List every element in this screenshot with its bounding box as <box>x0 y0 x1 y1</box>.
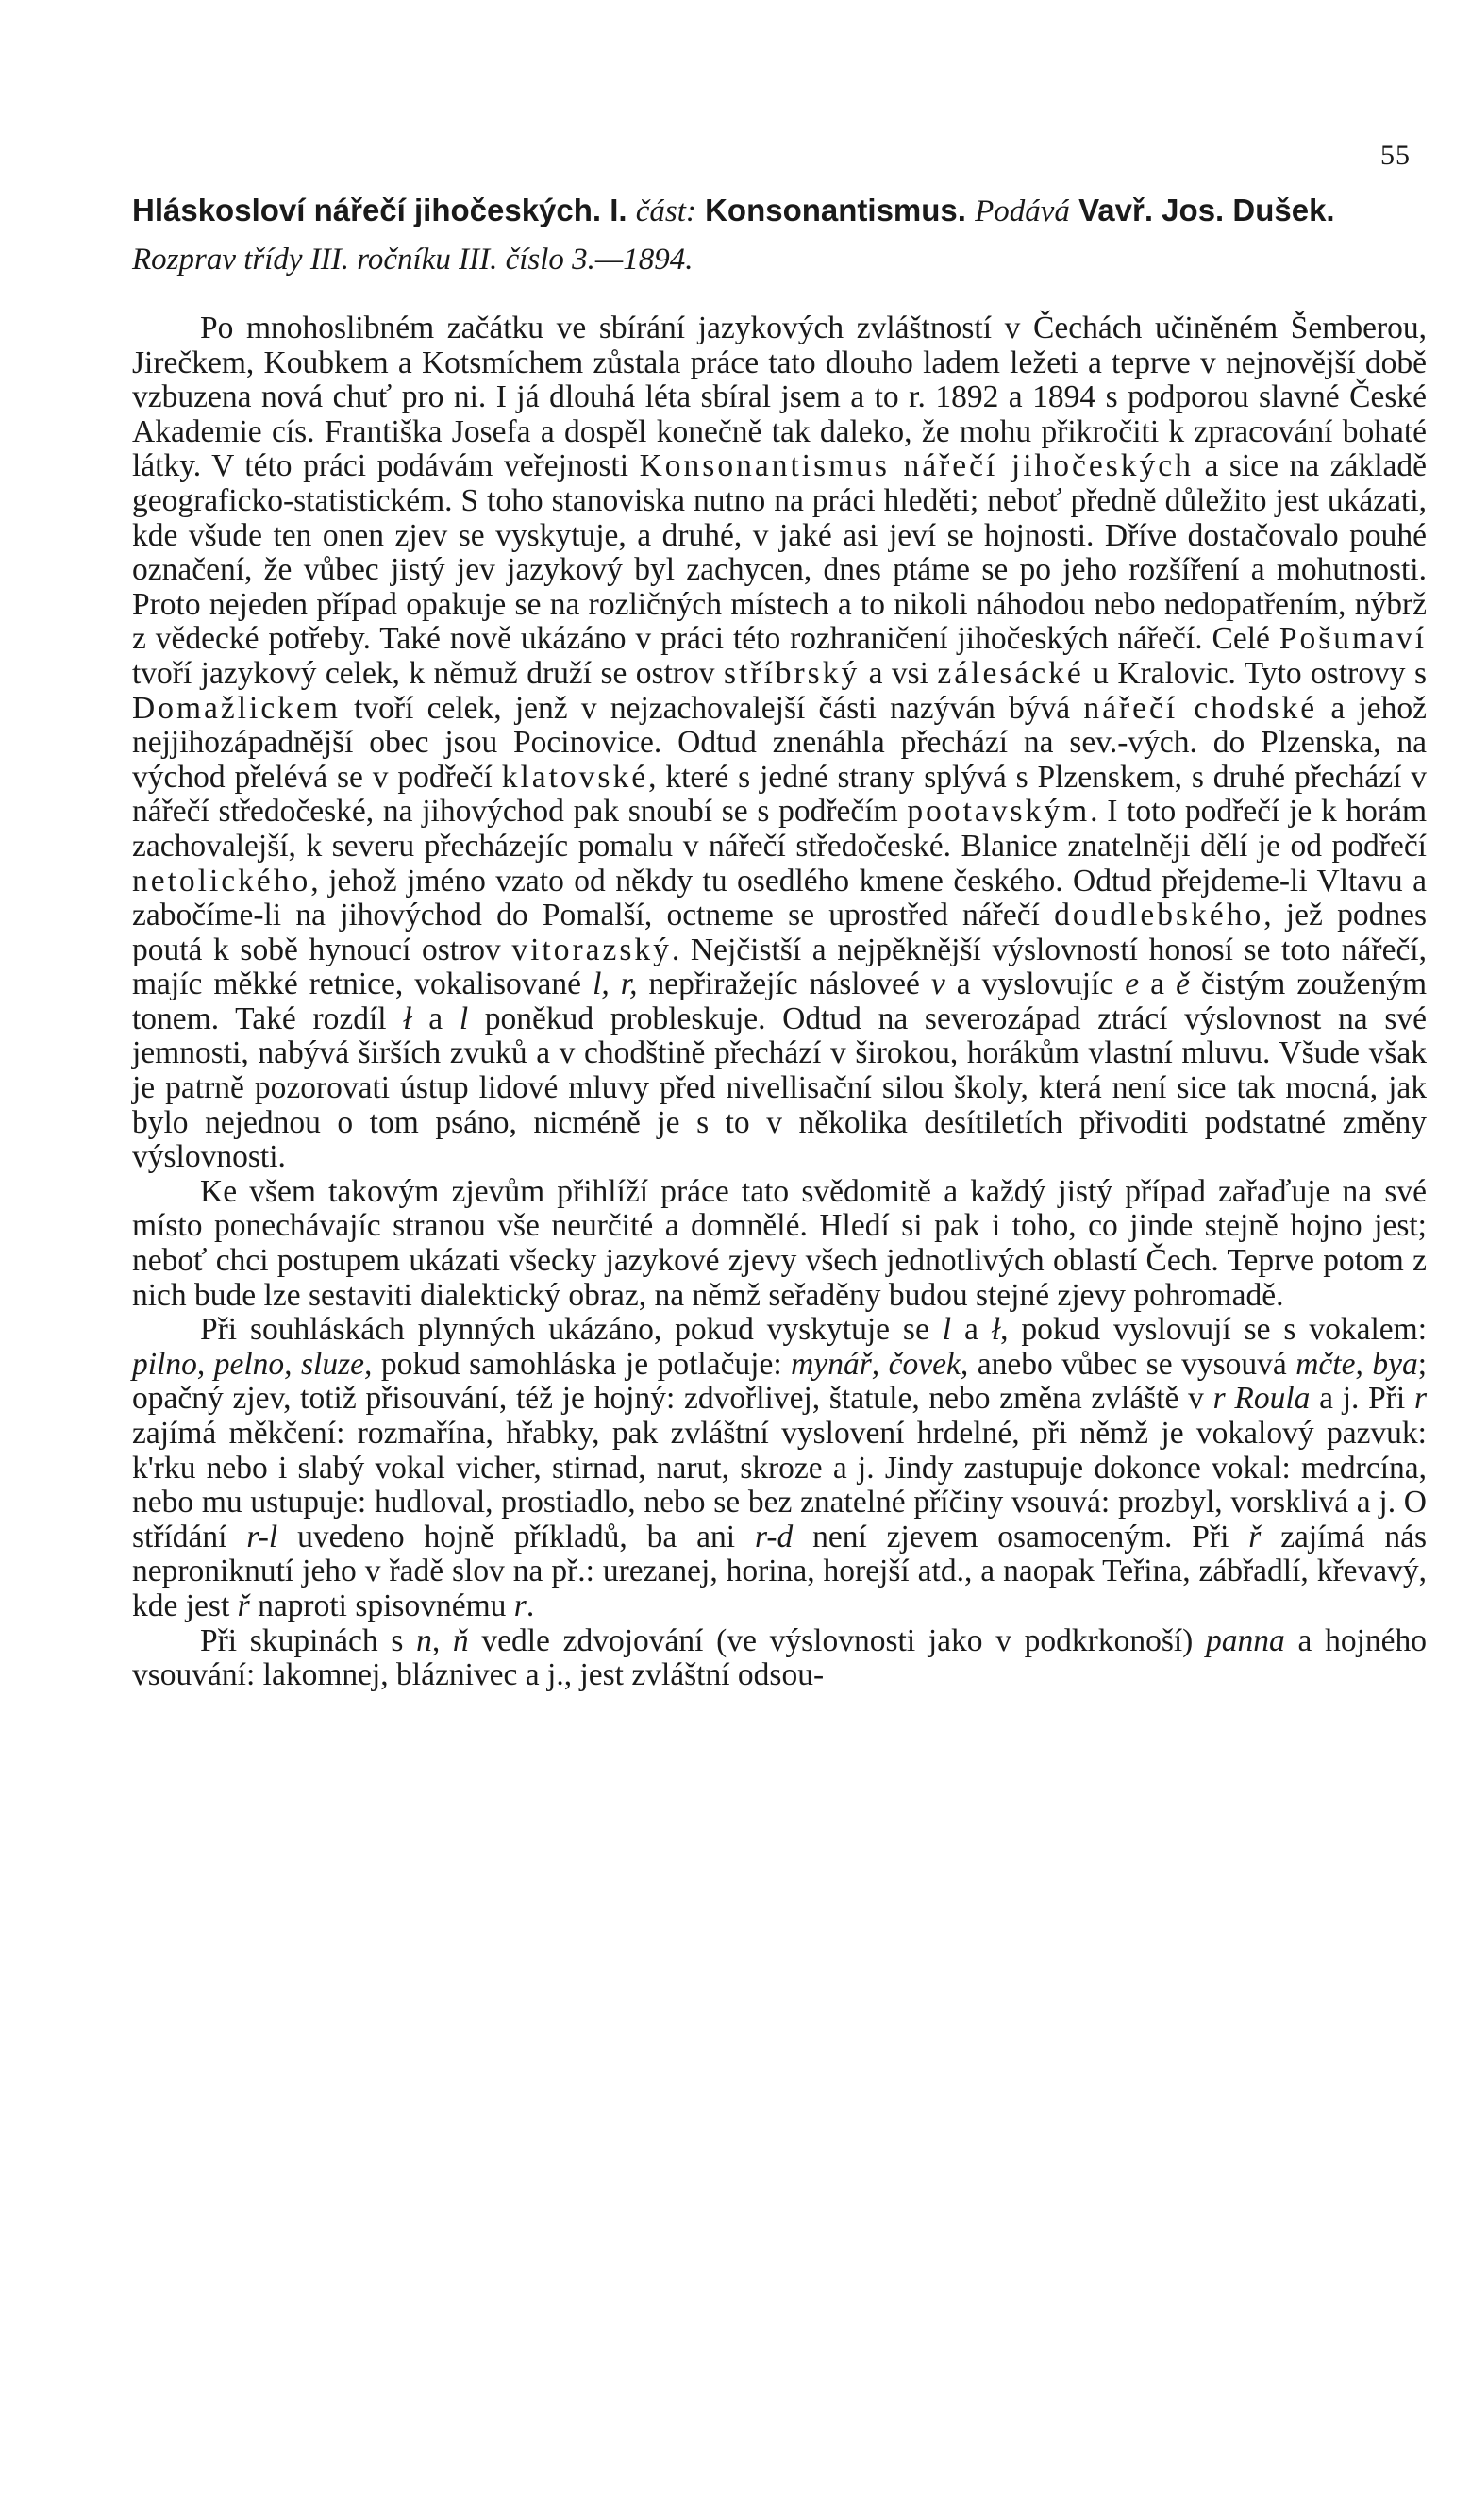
paragraph-3: Při souhláskách plynných ukázáno, pokud vyskytuje se l a ł, pokud vyslovují se s vokalem: pilno, pelno, sluze, pokud samohláska je potlačuje: mynář, čovek, anebo vůbec se vysouvá mčte, bya; opačný zjev, totiž přisouvání, též je hojný: zdvořlivej, štatule, nebo změna zvláště v r Roula a j. Při r zajímá měkčení: rozmařína, hřabky, pak zvláštní vyslovení hrdelné, při němž je vokalový pazvuk: k'rku nebo i slabý vokal vicher, stirnad, narut, skroze a j. Jindy zastupuje dokonce vokal: medrcína, nebo mu ustupuje: hudloval, prostiadlo, nebo se bez znatelné příčiny vsouvá: prozbyl, vorsklivá a j. O střídání r-l uvedeno hojně příkladů, ba ani r-d není zjevem osamoceným. Při ř zajímá nás neproniknutí jeho v řadě slov na př.: urezanej, horina, horejší atd., a naopak Teřina, zábřadlí, křevavý, kde jest ř naproti spisovnému r. <box>132 1312 1428 1623</box>
heading-source: Rozprav třídy III. ročníku III. číslo 3.—1894. <box>132 243 694 277</box>
paragraph-4: Při skupinách s n, ň vedle zdvojování (ve výslovnosti jako v podkrkonoší) panna a hojného vsouvání: lakomnej, bláznivec a j., jest zvláštní odsou- <box>132 1622 1427 1693</box>
page-number: 55 <box>1380 140 1411 171</box>
paragraph-1: Po mnohoslibném začátku ve sbírání jazykových zvláštností v Čechách učiněném Šemberou, Jirečkem, Koubkem a Kotsmíchem zůstala práce tato dlouho ladem ležeti a teprve v nejnovější době vzbuzena nová chuť pro ni. I já dlouhá léta sbíral jsem a to r. 1892 a 1894 s podporou slavné České Akademie cís. Františka Josefa a dospěl konečně tak daleko, že mohu přikročiti k zpracování bohaté látky. V této práci podávám veřejnosti Konsonantismus nářečí jihočeských a sice na základě geograficko-statistickém. S toho stanoviska nutno na práci hleděti; neboť předně důležito jest ukázati, kde všude ten onen zjev se vyskytuje, a druhé, v jaké asi jeví se hojnosti. Dříve dostačovalo pouhé označení, že vůbec jistý jev jazykový byl zachycen, dnes ptáme se po jeho rozšíření a mohutnosti. Proto nejeden případ opakuje se na rozličných místech a to nikoli náhodou nebo nedopatřením, nýbrž z vědecké potřeby. Také nově ukázáno v práci této rozhraničení jihočeských nářečí. Celé Pošumaví tvoří jazykový celek, k němuž druží se ostrov stříbrský a vsi zálesácké u Kralovic. Tyto ostrovy s Domažlickem tvoří celek, jenž v nejzachovalejší části nazýván bývá nářečí chodské a jehož nejjihozápadnější obec jsou Pocinovice. Odtud znenáhla přechází na sev.-vých. do Plzenska, na východ přelévá se v podřečí klatovské, které s jedné strany splývá s Plzenskem, s druhé přechází v nářečí středočeské, na jihovýchod pak snoubí se s podřečím pootavským. I toto podřečí je k horám zachovalejší, k severu přecházejíc pomalu v nářečí středočeské. Blanice znatelněji dělí je od podřečí netolického, jehož jméno vzato od někdy tu osedlého kmene českého. Odtud přejdeme-li Vltavu a zabočíme-li na jihovýchod do Pomalší, octneme se uprostřed nářečí doudlebského, jež podnes poutá k sobě hynoucí ostrov vitorazský. Nejčistší a nejpěknější výslovností honosí se toto nářečí, majíc měkké retnice, vokalisované l, r, nepřiražejíc násloveé v a vyslovujíc e a ě čistým zouženým tonem. Také rozdíl ł a l poněkud probleskuje. Odtud na severozápad ztrácí výslovnost na své jemnosti, nabývá širších zvuků a v chodštině přechází v širokou, horákům vlastní mluvu. Všude však je patrně pozorovati ústup lidové mluvy před nivellisační silou školy, která není sice tak mocná, jak bylo nejednou o tom psáno, nicméně je s to v několika desítiletích přivoditi podstatné změny výslovnosti. <box>132 311 1428 1175</box>
heading-part-label: část: <box>635 194 696 228</box>
heading-author: Vavř. Jos. Dušek. <box>1078 193 1335 227</box>
heading-presented-by: Podává <box>975 194 1070 228</box>
paragraph-2: Ke všem takovým zjevům přihlíží práce tato svědomitě a každý jistý případ zařaďuje na své místo ponechávajíc stranou vše neurčité a domnělé. Hledí si pak i toho, co jinde stejně hojno jest; neboť chci postupem ukázati všecky jazykové zjevy všech jednotlivých oblastí Čech. Teprve potom z nich bude lze sestaviti dialektický obraz, na němž seřaděny budou stejné zjevy pohromadě. <box>132 1173 1427 1313</box>
heading-topic: Konsonantismus. <box>705 193 966 227</box>
article-heading <box>132 187 1427 283</box>
heading-title: Hláskosloví nářečí jihočeských. I. <box>132 193 627 227</box>
article-body <box>132 311 1427 1693</box>
